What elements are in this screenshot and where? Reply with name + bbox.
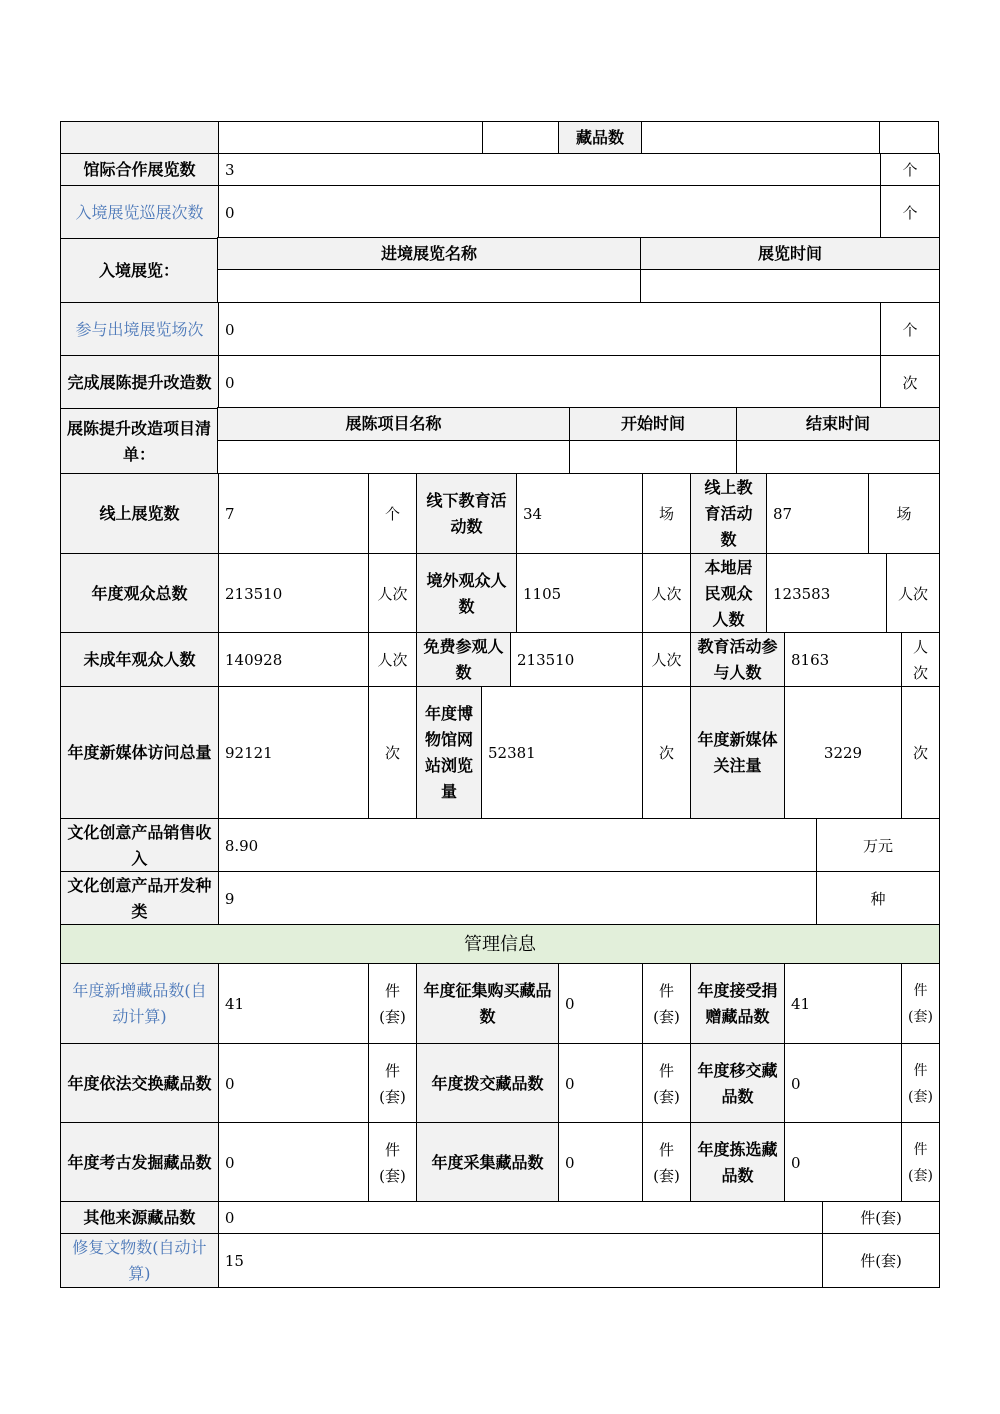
renovation-list-grid bbox=[217, 408, 940, 475]
renovation-done-value[interactable]: 0 bbox=[218, 355, 881, 410]
online-edu-value[interactable]: 87 bbox=[766, 473, 869, 555]
edu-participants-value[interactable]: 8163 bbox=[784, 632, 902, 688]
media-followers-label: 年度新媒体关注量 bbox=[690, 686, 785, 820]
purchase-coll-label: 年度征集购买藏品数 bbox=[416, 963, 559, 1045]
renovation-end-cell[interactable] bbox=[736, 440, 940, 475]
media-visits-unit: 次 bbox=[368, 686, 417, 820]
local-visitors-value[interactable]: 123583 bbox=[766, 553, 887, 634]
inbound-tour-label: 入境展览巡展次数 bbox=[60, 185, 219, 240]
donation-coll-unit: 件(套) bbox=[901, 963, 940, 1045]
total-visitors-value[interactable]: 213510 bbox=[218, 553, 369, 634]
free-visitors-value[interactable]: 213510 bbox=[510, 632, 643, 688]
online-exh-value[interactable]: 7 bbox=[218, 473, 369, 555]
renovation-start-cell[interactable] bbox=[569, 440, 737, 475]
blank-cell[interactable] bbox=[218, 121, 483, 155]
inbound-tour-unit: 个 bbox=[880, 185, 940, 240]
row-new-collections bbox=[60, 964, 940, 1045]
allocated-coll-unit: 件(套) bbox=[642, 1043, 691, 1124]
cc-types-unit: 种 bbox=[816, 871, 940, 926]
selected-coll-label: 年度拣选藏品数 bbox=[690, 1122, 785, 1203]
row-minors bbox=[60, 633, 940, 688]
media-followers-value[interactable]: 3229 bbox=[784, 686, 902, 820]
inter-museum-label: 馆际合作展览数 bbox=[60, 153, 219, 187]
minor-visitors-label: 未成年观众人数 bbox=[60, 632, 219, 688]
selected-coll-unit: 件(套) bbox=[901, 1122, 940, 1203]
other-source-unit: 件(套) bbox=[822, 1201, 940, 1235]
online-edu-label: 线上教育活动数 bbox=[690, 473, 767, 555]
inter-museum-value[interactable]: 3 bbox=[218, 153, 881, 187]
row-visitors bbox=[60, 554, 940, 634]
edu-participants-label: 教育活动参与人数 bbox=[690, 632, 785, 688]
exchange-coll-label: 年度依法交换藏品数 bbox=[60, 1043, 219, 1124]
row-inbound-tour bbox=[60, 186, 940, 240]
excavated-coll-unit: 件(套) bbox=[368, 1122, 417, 1203]
minor-visitors-value[interactable]: 140928 bbox=[218, 632, 369, 688]
inbound-exh-time-cell[interactable] bbox=[640, 269, 940, 304]
row-new-media bbox=[60, 687, 940, 820]
collected-coll-unit: 件(套) bbox=[642, 1122, 691, 1203]
new-coll-unit: 件(套) bbox=[368, 963, 417, 1045]
row-outbound bbox=[60, 303, 940, 357]
overseas-visitors-value[interactable]: 1105 bbox=[516, 553, 643, 634]
online-exh-unit: 个 bbox=[368, 473, 417, 555]
media-followers-unit: 次 bbox=[901, 686, 940, 820]
total-visitors-unit: 人次 bbox=[368, 553, 417, 634]
inbound-exh-grid bbox=[217, 238, 940, 304]
inbound-exh-label: 入境展览： bbox=[60, 238, 218, 304]
row-cc-income bbox=[60, 819, 940, 873]
purchase-coll-unit: 件(套) bbox=[642, 963, 691, 1045]
renovation-list-label: 展陈提升改造项目清单： bbox=[60, 408, 218, 475]
inbound-exh-time-header: 展览时间 bbox=[640, 237, 940, 270]
local-visitors-unit: 人次 bbox=[886, 553, 940, 634]
renovation-done-label: 完成展陈提升改造数 bbox=[60, 355, 219, 410]
row-inbound-exhibitions bbox=[60, 239, 940, 304]
cc-types-label: 文化创意产品开发种类 bbox=[60, 871, 219, 926]
row-online-exhibits bbox=[60, 474, 940, 555]
inbound-exh-name-header: 进境展览名称 bbox=[217, 237, 641, 270]
media-visits-value[interactable]: 92121 bbox=[218, 686, 369, 820]
exchange-coll-value[interactable]: 0 bbox=[218, 1043, 369, 1124]
free-visitors-unit: 人次 bbox=[642, 632, 691, 688]
row-renovation-list bbox=[60, 409, 940, 475]
outbound-unit: 个 bbox=[880, 302, 940, 357]
website-views-value[interactable]: 52381 bbox=[481, 686, 643, 820]
purchase-coll-value[interactable]: 0 bbox=[558, 963, 643, 1045]
online-exh-label: 线上展览数 bbox=[60, 473, 219, 555]
minor-visitors-unit: 人次 bbox=[368, 632, 417, 688]
row-exchange bbox=[60, 1044, 940, 1124]
row-collection-header bbox=[60, 122, 940, 155]
renovation-start-header: 开始时间 bbox=[569, 407, 737, 441]
restored-value[interactable]: 15 bbox=[218, 1233, 823, 1288]
website-views-label: 年度博物馆网站浏览量 bbox=[416, 686, 482, 820]
blank-cell[interactable] bbox=[482, 121, 559, 155]
collection-count-label: 藏品数 bbox=[558, 121, 642, 155]
other-source-label: 其他来源藏品数 bbox=[60, 1201, 219, 1235]
offline-edu-unit: 场 bbox=[642, 473, 691, 555]
transfer-coll-value[interactable]: 0 bbox=[784, 1043, 902, 1124]
allocated-coll-value[interactable]: 0 bbox=[558, 1043, 643, 1124]
media-visits-label: 年度新媒体访问总量 bbox=[60, 686, 219, 820]
cc-types-value[interactable]: 9 bbox=[218, 871, 817, 926]
new-coll-value[interactable]: 41 bbox=[218, 963, 369, 1045]
other-source-value[interactable]: 0 bbox=[218, 1201, 823, 1235]
renovation-name-header: 展陈项目名称 bbox=[217, 407, 570, 441]
renovation-end-header: 结束时间 bbox=[736, 407, 940, 441]
cc-income-value[interactable]: 8.90 bbox=[218, 818, 817, 873]
online-edu-unit: 场 bbox=[868, 473, 940, 555]
new-coll-label: 年度新增藏品数(自动计算) bbox=[60, 963, 219, 1045]
renovation-done-unit: 次 bbox=[880, 355, 940, 410]
website-views-unit: 次 bbox=[642, 686, 691, 820]
offline-edu-value[interactable]: 34 bbox=[516, 473, 643, 555]
collection-count-value[interactable] bbox=[641, 121, 880, 155]
cc-income-unit: 万元 bbox=[816, 818, 940, 873]
inter-museum-unit: 个 bbox=[880, 153, 940, 187]
row-restored bbox=[60, 1234, 940, 1288]
allocated-coll-label: 年度拨交藏品数 bbox=[416, 1043, 559, 1124]
donation-coll-label: 年度接受捐赠藏品数 bbox=[690, 963, 785, 1045]
collected-coll-value[interactable]: 0 bbox=[558, 1122, 643, 1203]
exchange-coll-unit: 件(套) bbox=[368, 1043, 417, 1124]
total-visitors-label: 年度观众总数 bbox=[60, 553, 219, 634]
overseas-visitors-label: 境外观众人数 bbox=[416, 553, 517, 634]
excavated-coll-value[interactable]: 0 bbox=[218, 1122, 369, 1203]
offline-edu-label: 线下教育活动数 bbox=[416, 473, 517, 555]
inbound-tour-value[interactable]: 0 bbox=[218, 185, 881, 240]
local-visitors-label: 本地居民观众人数 bbox=[690, 553, 767, 634]
outbound-label: 参与出境展览场次 bbox=[60, 302, 219, 357]
transfer-coll-label: 年度移交藏品数 bbox=[690, 1043, 785, 1124]
restored-label: 修复文物数(自动计算) bbox=[60, 1233, 219, 1288]
row-cc-types bbox=[60, 872, 940, 926]
blank-label-cell bbox=[60, 121, 219, 155]
row-other-source bbox=[60, 1202, 940, 1235]
transfer-coll-unit: 件(套) bbox=[901, 1043, 940, 1124]
edu-participants-unit: 人次 bbox=[901, 632, 940, 688]
cc-income-label: 文化创意产品销售收入 bbox=[60, 818, 219, 873]
excavated-coll-label: 年度考古发掘藏品数 bbox=[60, 1122, 219, 1203]
row-renovation-done bbox=[60, 356, 940, 410]
donation-coll-value[interactable]: 41 bbox=[784, 963, 902, 1045]
row-inter-museum bbox=[60, 154, 940, 187]
outbound-value[interactable]: 0 bbox=[218, 302, 881, 357]
renovation-name-cell[interactable] bbox=[217, 440, 570, 475]
selected-coll-value[interactable]: 0 bbox=[784, 1122, 902, 1203]
overseas-visitors-unit: 人次 bbox=[642, 553, 691, 634]
restored-unit: 件(套) bbox=[822, 1233, 940, 1288]
management-info-title: 管理信息 bbox=[60, 924, 940, 965]
row-section-header bbox=[60, 925, 940, 965]
free-visitors-label: 免费参观人数 bbox=[416, 632, 511, 688]
collection-count-unit bbox=[879, 121, 939, 155]
collected-coll-label: 年度采集藏品数 bbox=[416, 1122, 559, 1203]
inbound-exh-name-cell[interactable] bbox=[217, 269, 641, 304]
row-archaeology bbox=[60, 1123, 940, 1203]
